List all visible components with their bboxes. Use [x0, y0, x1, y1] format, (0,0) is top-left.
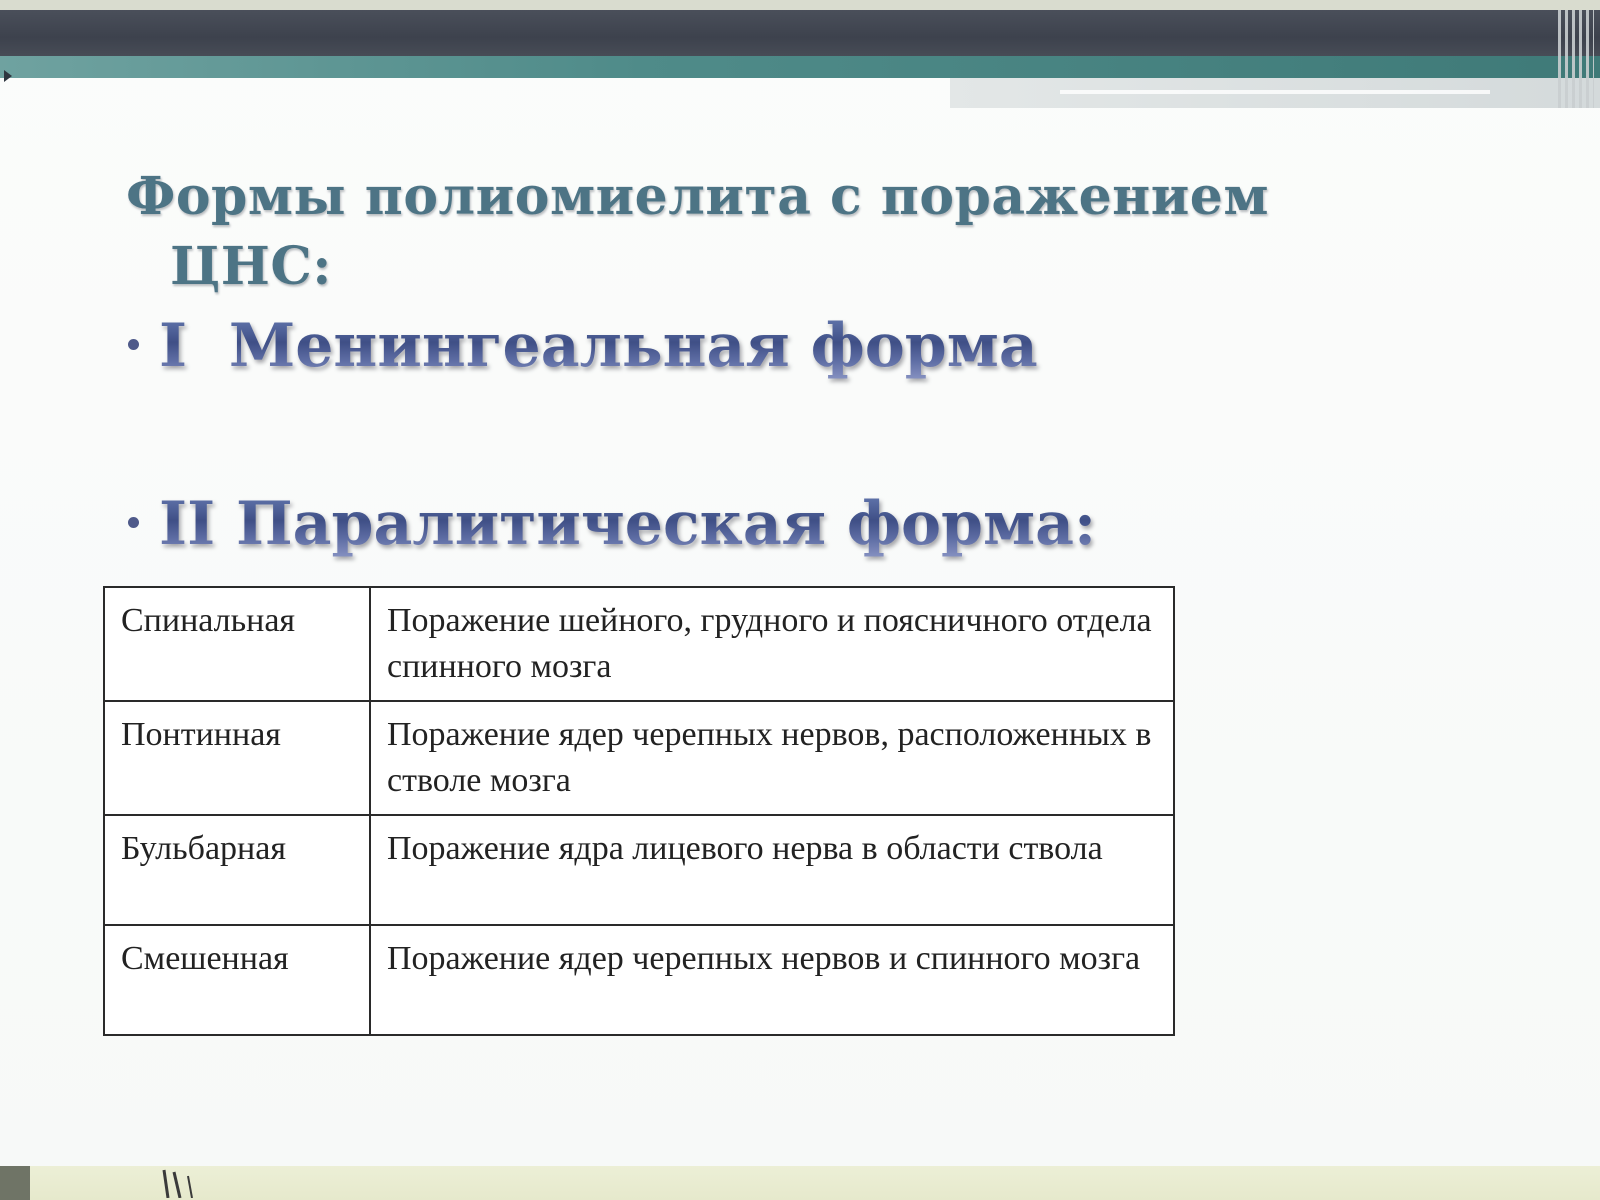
form-description-cell: Поражение ядер черепных нервов, расположенных в стволе мозга: [370, 701, 1174, 815]
header-highlight-strip: [1060, 90, 1490, 94]
table-row: [104, 925, 1174, 1035]
bullet-paralytic-form: [128, 488, 1096, 560]
bullet-label: I Менингеальная форма: [159, 311, 1038, 381]
header-top-strip: [0, 0, 1600, 10]
paralytic-forms-table: [103, 586, 1175, 1036]
form-name-cell: Спинальная: [104, 587, 370, 701]
slide-title-line1: Формы полиомиелита с поражением: [126, 166, 1270, 227]
header-dark-band: [0, 10, 1600, 56]
form-name-cell: Смешенная: [104, 925, 370, 1035]
footer-band: [0, 1166, 1600, 1200]
bullet-dot-icon: [128, 339, 139, 350]
footer-strokes-icon: [160, 1164, 220, 1198]
corner-triangle-icon: [4, 70, 12, 82]
form-description-cell: Поражение ядра лицевого нерва в области ствола: [370, 815, 1174, 925]
table-row: [104, 701, 1174, 815]
slide-title: [126, 162, 1426, 302]
form-description-cell: Поражение шейного, грудного и поясничного отдела спинного мозга: [370, 587, 1174, 701]
header-teal-band: [0, 56, 1600, 78]
bullet-label: II Паралитическая форма:: [159, 489, 1097, 559]
form-description-cell: Поражение ядер черепных нервов и спинного мозга: [370, 925, 1174, 1035]
bullet-dot-icon: [128, 517, 139, 528]
form-name-cell: Бульбарная: [104, 815, 370, 925]
footer-left-block: [0, 1166, 30, 1200]
slide-title-line2: ЦНС:: [170, 236, 332, 297]
bullet-meningeal-form: [128, 310, 1038, 382]
table-row: [104, 815, 1174, 925]
form-name-cell: Понтинная: [104, 701, 370, 815]
table-row: [104, 587, 1174, 701]
header-vertical-lines: [1558, 10, 1594, 108]
